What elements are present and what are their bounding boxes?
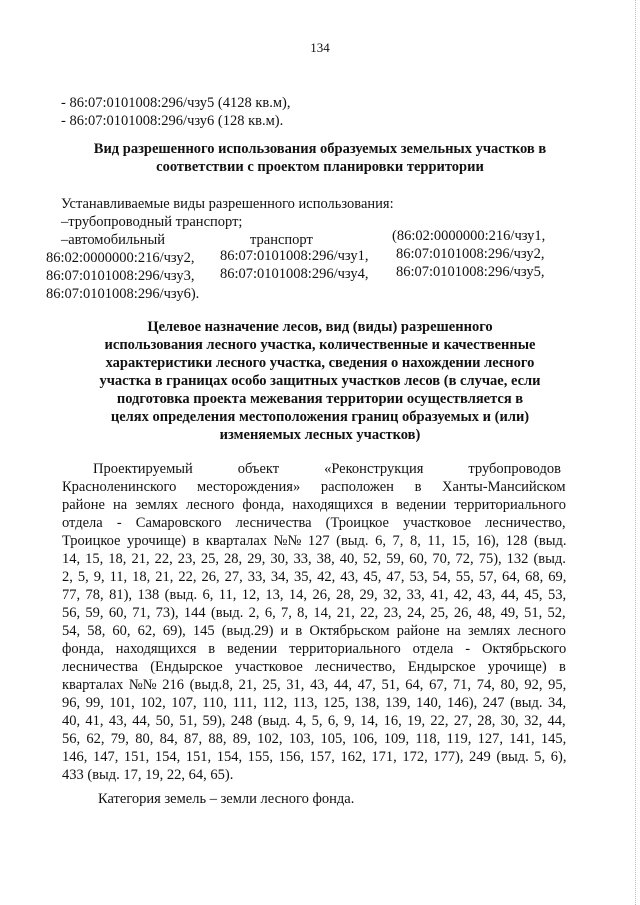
section-title: целях определения местоположения границ образуемых и (или) [110, 409, 530, 425]
section-title: Целевое назначение лесов, вид (виды) разрешенного [147, 319, 493, 335]
paragraph-line: Категория земель – земли лесного фонда. [98, 791, 355, 807]
word: трубопроводов [468, 461, 561, 477]
grid-cell: 86:07:0101008:296/чзу6). [46, 286, 200, 302]
word: объект [237, 461, 280, 477]
grid-cell: 86:07:0101008:296/чзу5, [396, 264, 545, 280]
paragraph-line: 433 (выд. 17, 19, 22, 64, 65). [62, 767, 234, 783]
paragraph-line: 56, 59, 60, 71, 73), 144 (выд. 2, 6, 7, 8, 14, 21, 22, 23, 24, 25, 26, 48, 49, 51, 52, [62, 605, 566, 621]
page-number: 134 [310, 40, 330, 55]
paragraph-line: фонда, находящихся в ведении территориального отдела - Октябрьского [62, 641, 567, 657]
paragraph-line: 77, 78, 81), 138 (выд. 6, 11, 12, 13, 14, 26, 28, 29, 32, 33, 41, 42, 43, 44, 45, 53, [62, 587, 567, 603]
paragraph-line: 96, 99, 101, 102, 107, 110, 111, 112, 113, 125, 138, 139, 140, 146), 247 (выд. 34, [62, 695, 567, 711]
section-title: участка в границах особо защитных участков лесов (в случае, если [99, 373, 541, 389]
grid-cell: 86:02:0000000:216/чзу2, [46, 250, 195, 266]
paragraph-line: 40, 41, 43, 44, 50, 51, 59), 248 (выд. 4, 5, 6, 9, 14, 16, 19, 22, 27, 28, 30, 32, 44, [62, 713, 566, 729]
zone-item: - 86:07:0101008:296/чзу5 (4128 кв.м), [61, 95, 291, 111]
paragraph-line: 2, 5, 9, 11, 18, 21, 22, 26, 27, 33, 34, 35, 42, 43, 45, 47, 53, 54, 55, 57, 64, 68, 69, [62, 569, 567, 585]
paragraph-line: 14, 15, 18, 21, 22, 23, 25, 28, 29, 30, 33, 38, 40, 52, 59, 60, 70, 72, 75), 132 (выд. [62, 551, 566, 567]
paragraph-line: Устанавливаемые виды разрешенного использования: [61, 196, 394, 212]
paragraph-line: лесничества (Ендырское участковое лесничество, Ендырское урочище) в [62, 659, 566, 675]
grid-cell: транспорт [250, 232, 313, 248]
grid-cell: 86:07:0101008:296/чзу2, [396, 246, 545, 262]
paragraph-line: –трубопроводный транспорт; [61, 214, 243, 230]
paragraph-line: отдела - Самаровского лесничества (Троицкое участковое лесничество, [62, 515, 566, 531]
section-title: характеристики лесного участка, сведения о нахождении лесного [105, 355, 535, 371]
word: Проектируемый [93, 461, 193, 477]
word: «Реконструкция [324, 461, 424, 477]
scan-edge [634, 0, 636, 905]
grid-cell: 86:07:0101008:296/чзу1, [220, 248, 369, 264]
section-title: использования лесного участка, количественные и качественные [104, 337, 536, 353]
grid-cell: 86:07:0101008:296/чзу3, [46, 268, 195, 284]
grid-cell: –автомобильный [61, 232, 165, 248]
section-title: подготовка проекта межевания территории осуществляется в [116, 391, 524, 407]
paragraph-line: Троицкое урочище) в кварталах №№ 127 (выд. 6, 7, 8, 11, 15, 16), 128 (выд. [62, 533, 567, 549]
section-title: изменяемых лесных участков) [219, 427, 421, 443]
paragraph-line: 56, 62, 79, 80, 84, 87, 88, 89, 102, 103, 105, 106, 109, 118, 119, 127, 141, 145, [62, 731, 567, 747]
paragraph-line: 146, 147, 151, 154, 151, 154, 155, 156, 157, 162, 171, 172, 177), 249 (выд. 5, 6), [62, 749, 567, 765]
section-title: соответствии с проектом планировки территории [156, 159, 484, 175]
paragraph-line: 54, 58, 60, 62, 69), 145 (выд.29) и в Октябрьском районе на землях лесного [62, 623, 566, 639]
zone-item: - 86:07:0101008:296/чзу6 (128 кв.м). [61, 113, 284, 129]
section-title: Вид разрешенного использования образуемых земельных участков в [93, 141, 547, 157]
grid-cell: (86:02:0000000:216/чзу1, [392, 228, 546, 244]
paragraph-line: Красноленинского месторождения» расположен в Ханты-Мансийском [62, 479, 566, 495]
paragraph-first-line [93, 460, 561, 478]
grid-cell: 86:07:0101008:296/чзу4, [220, 266, 369, 282]
paragraph-line: кварталах №№ 216 (выд.8, 21, 25, 31, 43, 44, 47, 51, 64, 67, 71, 74, 80, 92, 95, [62, 677, 567, 693]
paragraph-line: районе на землях лесного фонда, находящихся в ведении территориального [62, 497, 567, 513]
